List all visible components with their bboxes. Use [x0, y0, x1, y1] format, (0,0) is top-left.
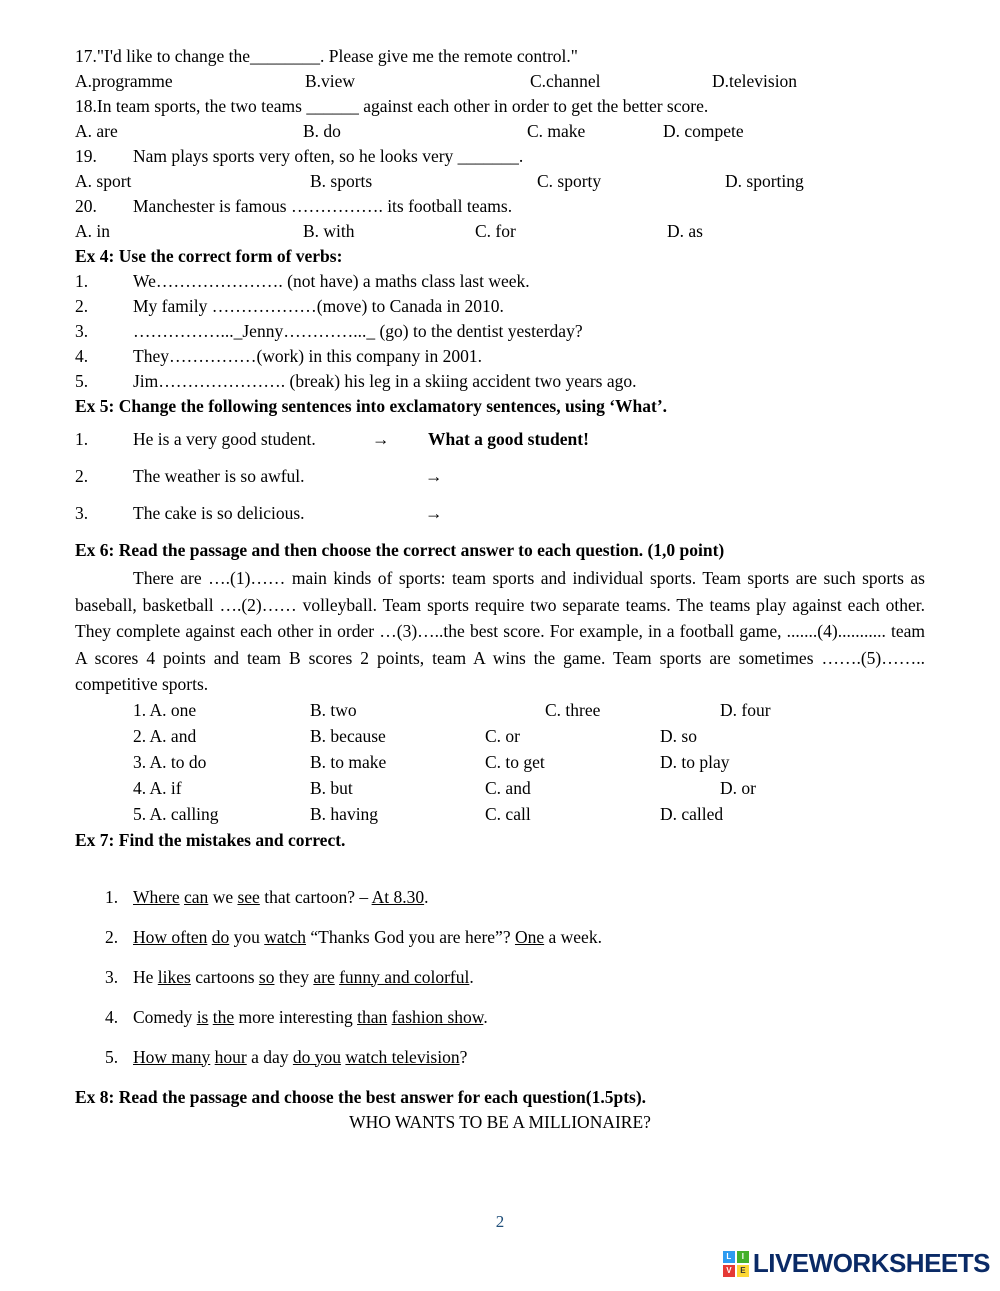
option: C. or	[485, 725, 520, 746]
option: C. sporty	[537, 171, 602, 191]
item-number: 1.	[75, 271, 89, 291]
logo-square-green: I	[737, 1251, 749, 1263]
spacer	[75, 855, 925, 887]
option: 3. A. to do	[133, 751, 207, 772]
item-number: 3.	[75, 321, 89, 341]
ex4-heading: Ex 4: Use the correct form of verbs:	[75, 246, 343, 266]
option: C.channel	[530, 71, 601, 91]
option: D. or	[720, 777, 756, 798]
option: 5. A. calling	[133, 803, 219, 824]
ex5-heading: Ex 5: Change the following sentences into exclamatory sentences, using ‘What’.	[75, 396, 668, 416]
item-number: 2.	[105, 926, 119, 947]
item-number: 1.	[75, 429, 89, 449]
ex6-passage: There are ….(1)…… main kinds of sports: team sports and individual sports. Team sports are such sports as baseball, basketball ….(2)…… volleyball. Team sports require two separate teams. The teams play against each other. They complete against each other in order …(3)…..the best score. For example, in a football game, .......(4)........... team A scores 4 points and team B scores 2 points, team A wins the game. Team sports are sometimes …….(5)…….. competitive sports.	[75, 568, 925, 694]
ex7-item	[75, 887, 925, 912]
item-number: 1.	[105, 886, 119, 907]
option: D.television	[712, 71, 798, 91]
item-text: They……………(work) in this company in 2001.	[133, 346, 482, 366]
ex6-options-row	[75, 700, 925, 726]
option: C. make	[527, 121, 586, 141]
item-number: 2.	[75, 296, 89, 316]
ex7-item	[75, 927, 925, 952]
item-text: Comedy is the more interesting than fashion show.	[133, 1006, 488, 1027]
question-text: Manchester is famous ……………. its football teams.	[133, 196, 513, 216]
sentence: The cake is so delicious.	[133, 503, 305, 523]
ex7-item	[75, 1047, 925, 1072]
item-text: How often do you watch “Thanks God you are here”? One a week.	[133, 926, 602, 947]
option: 2. A. and	[133, 725, 197, 746]
item-text: My family ………………(move) to Canada in 2010.	[133, 296, 504, 316]
option: A.programme	[75, 71, 173, 91]
question-17-options	[75, 71, 925, 96]
question-20	[75, 196, 925, 221]
item-number: 3.	[105, 966, 119, 987]
option: C. and	[485, 777, 531, 798]
option: B.view	[305, 71, 356, 91]
question-19	[75, 146, 925, 171]
ex7-heading: Ex 7: Find the mistakes and correct.	[75, 829, 346, 850]
ex4-item	[75, 346, 925, 371]
page-number: 2	[495, 1212, 505, 1231]
question-text: 18.In team sports, the two teams ______ against each other in order to get the better score.	[75, 96, 709, 116]
logo-square-yellow: E	[737, 1265, 749, 1277]
item-number: 5.	[75, 371, 89, 391]
item-number: 4.	[105, 1006, 119, 1027]
ex4-item	[75, 371, 925, 396]
option: 1. A. one	[133, 699, 197, 720]
item-number: 4.	[75, 346, 89, 366]
option: D. compete	[663, 121, 744, 141]
arrow-icon: →	[372, 429, 390, 449]
passage-title-text: WHO WANTS TO BE A MILLIONAIRE?	[349, 1111, 651, 1132]
liveworksheets-wordmark: LIVEWORKSHEETS	[752, 1248, 990, 1278]
sentence: The weather is so awful.	[133, 466, 305, 486]
option: D. as	[667, 221, 703, 241]
ex7-item	[75, 1007, 925, 1032]
option: B. because	[310, 725, 386, 746]
question-18-options	[75, 121, 925, 146]
ex6-options-row	[75, 804, 925, 830]
ex6-options-row	[75, 726, 925, 752]
item-text: How many hour a day do you watch television?	[133, 1046, 468, 1067]
liveworksheets-logo-icon	[723, 1251, 749, 1277]
option: B. to make	[310, 751, 387, 772]
option: A. are	[75, 121, 118, 141]
ex6-heading: Ex 6: Read the passage and then choose the correct answer to each question. (1,0 point)	[75, 540, 725, 560]
example-answer: What a good student!	[428, 429, 589, 449]
option: C. three	[545, 699, 601, 720]
question-20-options	[75, 221, 925, 246]
option: A. in	[75, 221, 110, 241]
ex8-heading: Ex 8: Read the passage and choose the best answer for each question(1.5pts).	[75, 1086, 647, 1107]
liveworksheets-logo	[723, 1248, 990, 1279]
option: B. do	[303, 121, 341, 141]
option: A. sport	[75, 171, 132, 191]
question-18	[75, 96, 925, 121]
ex4-item	[75, 321, 925, 346]
logo-square-red: V	[723, 1265, 735, 1277]
question-19-options	[75, 171, 925, 196]
arrow-icon: →	[425, 503, 443, 523]
option: B. but	[310, 777, 353, 798]
arrow-icon: →	[425, 466, 443, 486]
item-number: 5.	[105, 1046, 119, 1067]
question-number: 20.	[75, 196, 97, 216]
option: B. having	[310, 803, 379, 824]
option: C. to get	[485, 751, 545, 772]
option: D. so	[660, 725, 697, 746]
item-text: We…………………. (not have) a maths class last week.	[133, 271, 530, 291]
ex5-item	[75, 466, 925, 491]
sentence: He is a very good student.	[133, 429, 316, 449]
ex4-item	[75, 271, 925, 296]
ex5-item	[75, 503, 925, 528]
item-number: 3.	[75, 503, 89, 523]
item-text: Jim…………………. (break) his leg in a skiing accident two years ago.	[133, 371, 637, 391]
ex5-item	[75, 429, 925, 454]
option: D. called	[660, 803, 724, 824]
item-text: He likes cartoons so they are funny and colorful.	[133, 966, 474, 987]
ex7-item	[75, 967, 925, 992]
option: B. two	[310, 699, 357, 720]
question-number: 19.	[75, 146, 97, 166]
ex6-options-row	[75, 778, 925, 804]
item-text: ……………..._Jenny…………..._ (go) to the dentist yesterday?	[133, 321, 583, 341]
ex6-options-row	[75, 752, 925, 778]
logo-square-blue: L	[723, 1251, 735, 1263]
option: D. four	[720, 699, 771, 720]
ex4-item	[75, 296, 925, 321]
item-text: Where can we see that cartoon? – At 8.30.	[133, 886, 429, 907]
question-17	[75, 46, 925, 71]
option: B. sports	[310, 171, 373, 191]
option: C. for	[475, 221, 516, 241]
option: D. to play	[660, 751, 730, 772]
question-text: Nam plays sports very often, so he looks very _______.	[133, 146, 524, 166]
question-text: 17."I'd like to change the________. Please give me the remote control."	[75, 46, 578, 66]
option: 4. A. if	[133, 777, 182, 798]
option: C. call	[485, 803, 531, 824]
option: D. sporting	[725, 171, 804, 191]
option: B. with	[303, 221, 355, 241]
item-number: 2.	[75, 466, 89, 486]
ex8-passage-title	[75, 1112, 925, 1137]
